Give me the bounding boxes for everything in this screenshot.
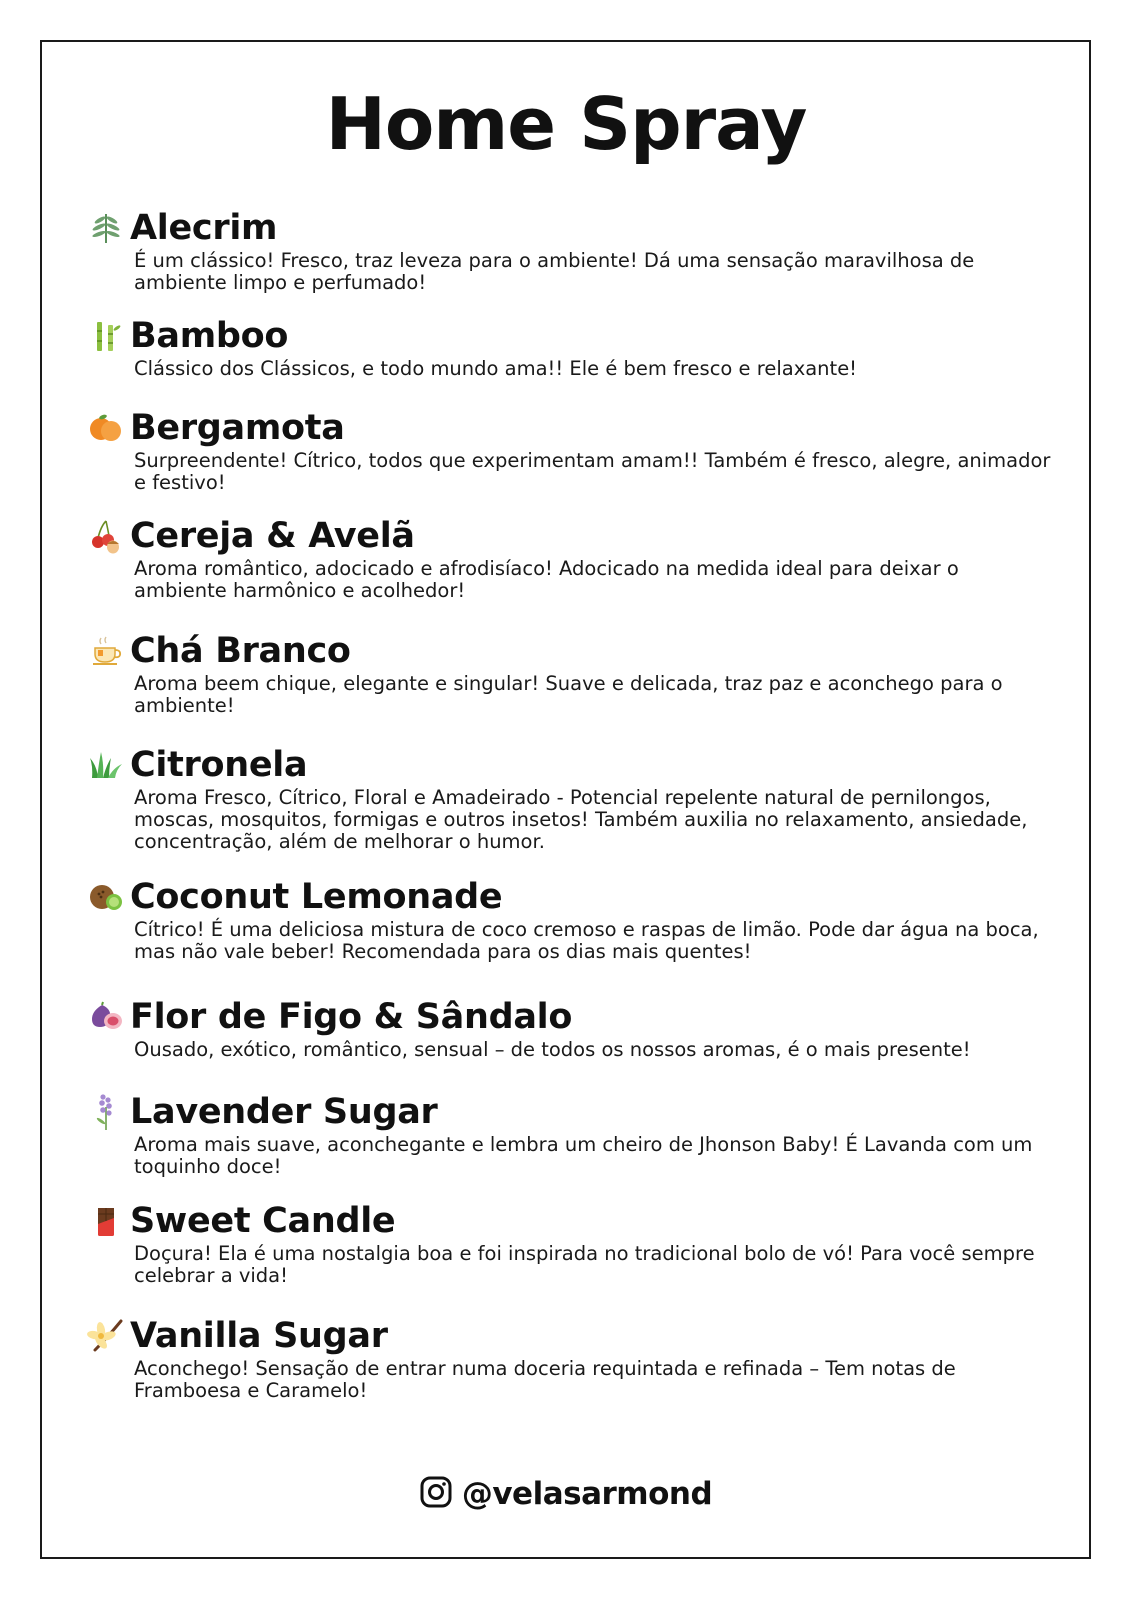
instagram-handle[interactable]: @velasarmond [461, 1476, 713, 1512]
fig-icon [86, 997, 126, 1037]
scent-item-cha-branco [86, 631, 1056, 717]
instagram-icon [420, 1476, 452, 1513]
scent-description: É um clássico! Fresco, traz leveza para o ambiente! Dá uma sensação maravilhosa de ambiente limpo e perfumado! [134, 249, 975, 294]
scent-name: Cereja & Avelã [130, 516, 415, 556]
orange-icon [86, 408, 126, 448]
scent-item-cereja-avela [86, 516, 1056, 602]
scent-description: Doçura! Ela é uma nostalgia boa e foi inspirada no tradicional bolo de vó! Para você sempre celebrar a vida! [134, 1242, 1035, 1287]
scent-item-citronela [86, 745, 1056, 853]
scent-name: Flor de Figo & Sândalo [130, 997, 573, 1037]
bamboo-icon [86, 316, 126, 356]
scent-description: Surpreendente! Cítrico, todos que experimentam amam!! Também é fresco, alegre, animador e festivo! [134, 449, 1051, 494]
scent-name: Sweet Candle [130, 1201, 396, 1241]
lavender-icon [86, 1092, 126, 1132]
grass-icon [86, 745, 126, 785]
scent-name: Bamboo [130, 316, 289, 356]
scent-item-flor-de-figo [86, 997, 1056, 1061]
scent-description: Ousado, exótico, romântico, sensual – de todos os nossos aromas, é o mais presente! [134, 1038, 971, 1061]
footer-social [0, 1474, 1132, 1514]
scent-name: Citronela [130, 745, 308, 785]
coconut-lime-icon [86, 877, 126, 917]
chocolate-bar-icon [86, 1201, 126, 1241]
scent-name: Lavender Sugar [130, 1092, 438, 1132]
scent-item-lavender-sugar [86, 1092, 1056, 1178]
scent-item-coconut-lemonade [86, 877, 1056, 963]
vanilla-flower-icon [86, 1316, 126, 1356]
scent-item-bamboo [86, 316, 1056, 380]
scent-name: Vanilla Sugar [130, 1316, 388, 1356]
tea-cup-icon [86, 631, 126, 671]
scent-description: Aroma romântico, adocicado e afrodisíaco! Adocicado na medida ideal para deixar o ambiente harmônico e acolhedor! [134, 557, 959, 602]
scent-description: Aroma beem chique, elegante e singular! Suave e delicada, traz paz e aconchego para o ambiente! [134, 672, 1003, 717]
scent-name: Alecrim [130, 208, 278, 248]
scent-name: Coconut Lemonade [130, 877, 503, 917]
scent-description: Aconchego! Sensação de entrar numa doceria requintada e refinada – Tem notas de Framboesa e Caramelo! [134, 1357, 956, 1402]
scent-description: Cítrico! É uma deliciosa mistura de coco cremoso e raspas de limão. Pode dar água na boca, mas não vale beber! Recomendada para os dias mais quentes! [134, 918, 1039, 963]
scent-item-vanilla-sugar [86, 1316, 1056, 1402]
page-title: Home Spray [325, 82, 807, 166]
scent-description: Aroma mais suave, aconchegante e lembra um cheiro de Jhonson Baby! É Lavanda com um toquinho doce! [134, 1133, 1033, 1178]
scent-item-sweet-candle [86, 1201, 1056, 1287]
scent-item-alecrim [86, 208, 1056, 294]
scent-name: Chá Branco [130, 631, 351, 671]
scent-description: Aroma Fresco, Cítrico, Floral e Amadeirado - Potencial repelente natural de pernilongos, moscas, mosquitos, formigas e outros insetos! Também auxilia no relaxamento, ansiedade, concentração, além de melhorar o humor. [134, 786, 1028, 853]
cherry-hazelnut-icon [86, 516, 126, 556]
scent-item-bergamota [86, 408, 1056, 494]
scent-name: Bergamota [130, 408, 345, 448]
scent-description: Clássico dos Clássicos, e todo mundo ama!! Ele é bem fresco e relaxante! [134, 357, 858, 380]
rosemary-icon [86, 208, 126, 248]
